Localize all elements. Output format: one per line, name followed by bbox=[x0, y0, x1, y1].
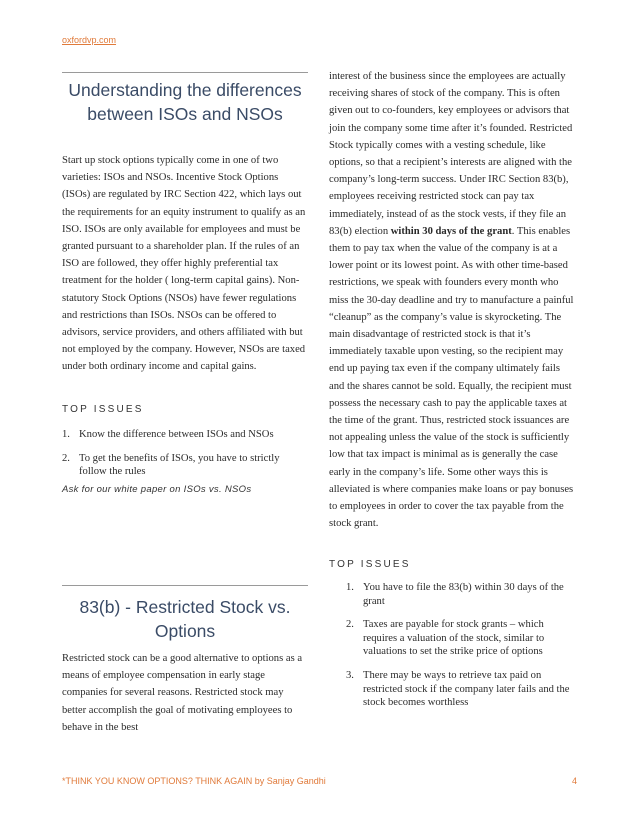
deadline-emphasis: within 30 days of the grant bbox=[390, 225, 512, 237]
heading-line-1: Understanding the differences bbox=[68, 80, 302, 100]
top-issues-label: TOP ISSUES bbox=[329, 559, 411, 570]
heading-line-2: between ISOs and NSOs bbox=[87, 104, 283, 124]
section-heading bbox=[62, 585, 308, 643]
isos-nsos-body: Start up stock options typically come in one of two varieties: ISOs and NSOs. Incentive Stock Options (ISOs) are regulated by IRC Section 422, which lays out the requirements for an equity instrument to qualify as an ISO. ISOs are only available for employees and must be granted pursuant to a shareholder plan. If the rules of an ISO are followed, they offer highly preferential tax treatment for the holder ( long-term capital gains). Non-statutory Stock Options (NSOs) have fewer regulations and restrictions than ISOs. NSOs can be offered to advisors, service providers, and others affiliated with but not employed by the company. However, NSOs are taxed under both ordinary income and capital gains. bbox=[62, 155, 306, 373]
restricted-stock-continued: interest of the business since the employees are actually receiving shares of stock of the company. This is often given out to co-founders, key employees or advisors that join the company some time after it’s founded. Restricted Stock typically comes with a vesting schedule, like options, so that a recipient’s interests are aligned with the company’s long-term success. Under IRC Section 83(b), employees receiving restricted stock can pay tax immediately, instead of as the stock vests, if they file an 83(b) election within 30 days of the grant. This enables them to pay tax when the value of the company is at a lower point or its lowest point. As with other time-based restrictions, we speak with founders every month who miss the 30-day deadline and try to manufacture a painful “cleanup” as the company’s value is skyrocketing. The main disadvantage of restricted stock is that it’s immediately taxable upon vesting, so the recipient may end up paying tax even if the company ultimately fails and the shares cannot be sold. Equally, the recipient must possess the necessary cash to pay the applicable taxes at the time of the grant. Thus, restricted stock issuances are not appealing unless the value of the stock is sufficiently low that tax impact is minimal as is generally the case early in the company’s life. Some other ways this is alleviated is where companies make loans or pay bonuses to employees in order to cover the tax payable from the stock grant. bbox=[329, 71, 574, 530]
section-isos-vs-nsos bbox=[62, 72, 308, 126]
heading-line-1: 83(b) - Restricted Stock vs. bbox=[79, 597, 291, 617]
heading-line-2: Options bbox=[154, 621, 216, 641]
top-issues-label: TOP ISSUES bbox=[62, 404, 144, 415]
white-paper-link[interactable]: Ask for our white paper on ISOs vs. NSOs bbox=[62, 484, 252, 495]
83b-issues-list bbox=[346, 581, 576, 720]
list-item: 2. Taxes are payable for stock grants – which requires a valuation of the stock, similar to valuations to set the strike price of options bbox=[346, 619, 545, 658]
section-heading bbox=[62, 72, 308, 126]
list-item: 1. Know the difference between ISOs and NSOs bbox=[62, 429, 274, 440]
list-item: 1. You have to file the 83(b) within 30 days of the grant bbox=[346, 582, 564, 607]
isos-issues-list bbox=[62, 428, 308, 489]
list-item: 3. There may be ways to retrieve tax paid on restricted stock if the company later fails and the stock becomes worthless bbox=[346, 669, 570, 709]
section-83b bbox=[62, 585, 308, 643]
site-link[interactable]: oxfordvp.com bbox=[62, 35, 117, 45]
page-number: 4 bbox=[571, 776, 577, 786]
list-item: 2. To get the benefits of ISOs, you have to strictly follow the rules bbox=[62, 452, 280, 478]
footer bbox=[62, 776, 577, 786]
footer-title: *THINK YOU KNOW OPTIONS? THINK AGAIN by Sanjay Gandhi bbox=[62, 776, 326, 786]
restricted-stock-body: Restricted stock can be a good alternative to options as a means of employee compensation in early stage companies for several reasons. Restricted stock may better accomplish the goal of motivating employees to behave in the best bbox=[62, 653, 303, 733]
